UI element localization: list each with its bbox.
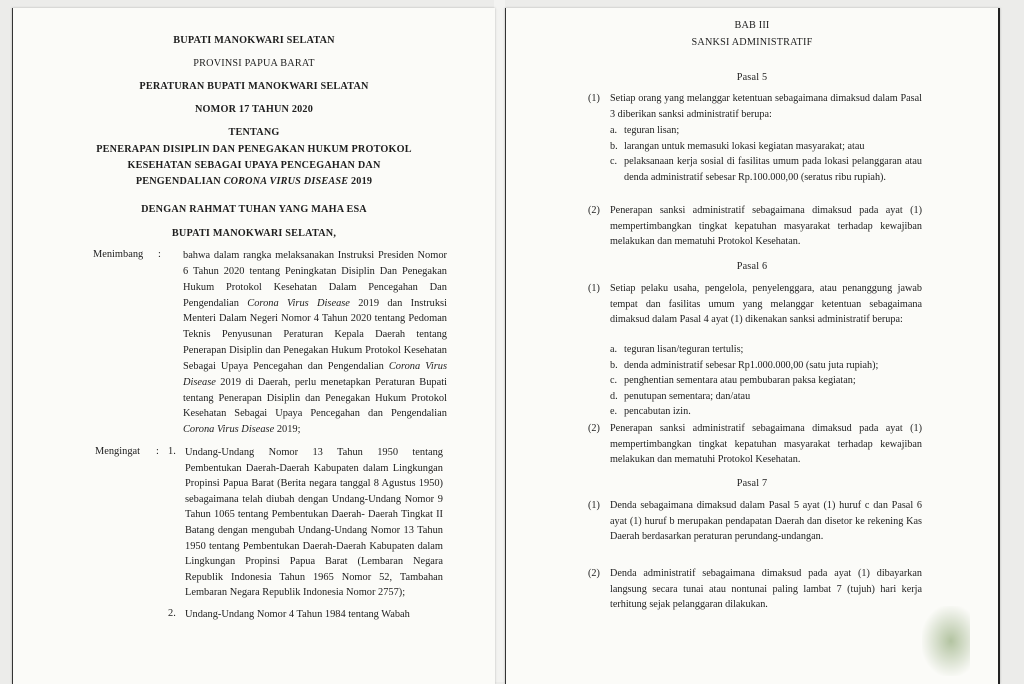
pasal-7-para-2: Denda administratif sebagaimana dimaksud pada ayat (1) dibayarkan langsung secara tunai atau nontunai paling lambat 7 (tujuh) hari kerja terhitung sejak pelanggaran dilakukan. [610, 568, 922, 610]
subject-line-3-a: PENGENDALIAN [135, 176, 224, 187]
list-text: denda administratif sebesar Rp1.000.000,00 (satu juta rupiah); [624, 359, 879, 371]
list-item [610, 358, 922, 374]
chapter-title: SANKSI ADMINISTRATIF [691, 37, 813, 48]
remembering-label: Mengingat [95, 446, 141, 457]
pasal-7-title: Pasal 7 [736, 478, 768, 489]
list-marker: a. [610, 125, 618, 136]
pasal-5-para-2-number: (2) [588, 205, 600, 216]
province: PROVINSI PAPUA BARAT [193, 58, 315, 69]
list-marker: a. [610, 344, 618, 355]
pasal-6-para-1: Setiap pelaku usaha, pengelola, penyelenggara, atau penanggung jawab tempat dan fasilitas umum yang melanggar ketentuan sebagaimana dimaksud dalam Pasal 4 ayat (1) dikenakan sanksi administratif berupa: [610, 283, 922, 325]
regent-heading: BUPATI MANOKWARI SELATAN, [171, 228, 337, 239]
considering-text-4: 2019; [274, 424, 301, 436]
considering-italic-2: Corona Virus Disease [183, 360, 447, 388]
pasal-7-para-2-number: (2) [588, 568, 600, 579]
list-text: penghentian sementara atau pembubaran paksa kegiatan; [624, 375, 856, 386]
blessing: DENGAN RAHMAT TUHAN YANG MAHA ESA [141, 204, 367, 215]
scan-smudge [922, 606, 970, 676]
list-item [610, 389, 922, 405]
considering-colon: : [158, 249, 161, 260]
list-text: teguran lisan; [624, 125, 680, 136]
pasal-6-para-2-number: (2) [588, 423, 600, 434]
considering-italic-3: Corona Virus Disease [183, 424, 275, 436]
about-label: TENTANG [228, 127, 280, 138]
page-gap [494, 0, 505, 682]
pasal-5-para-1-number: (1) [588, 93, 600, 104]
pasal-6-title: Pasal 6 [736, 261, 768, 272]
list-text: larangan untuk memasuki lokasi kegiatan masyarakat; atau [624, 140, 865, 152]
subject-line-3-c: 2019 [348, 176, 373, 187]
right-page [505, 8, 1000, 684]
remembering-item-2-number: 2. [168, 608, 176, 619]
list-item [610, 404, 922, 420]
list-marker: d. [610, 390, 618, 402]
considering-italic-1: Corona Virus Disease [247, 297, 350, 309]
pasal-5-list [610, 123, 922, 185]
subject-line-1: PENERAPAN DISIPLIN DAN PENEGAKAN HUKUM PROTOKOL [96, 144, 412, 155]
list-item [610, 123, 922, 139]
list-marker: c. [610, 156, 618, 167]
left-page [12, 8, 495, 684]
list-marker: e. [610, 406, 618, 417]
considering-text [183, 248, 447, 438]
pasal-5-title: Pasal 5 [736, 72, 768, 83]
list-item [610, 373, 922, 389]
list-text: pelaksanaan kerja sosial di fasilitas umum pada lokasi pelanggaran atau denda administratif sebesar Rp.100.000,00 (seratus ribu rupiah). [624, 156, 922, 183]
subject-line-3-italic: CORONA VIRUS DISEASE [223, 176, 349, 187]
list-marker: b. [610, 359, 618, 371]
list-marker: c. [610, 375, 618, 386]
remembering-item-1: Undang-Undang Nomor 13 Tahun 1950 tentang Pembentukan Daerah-Daerah Kabupaten dalam Lingkungan Propinsi Papua Barat (Berita negara tanggal 8 Agustus 1950) sebagaimana telah diubah dengan Undang-Undang Nomor 9 Tahun 1065 tentang Pembentukan Daerah- Daerah Tingkat II Batang dengan mengubah Undang-Undang Nomor 13 Tahun 1950 tentang Pembentukan Daerah-Daerah Kabupaten dalam Lingkungan Propinsi Papua Barat (Lembaran Negara Republik Indonesia Tahun 1965 Nomor 52, Tambahan Lembaran Negara Republik Indonesia Nomor 2757); [185, 447, 443, 599]
pasal-6-list [610, 342, 922, 420]
considering-text-1: bahwa dalam rangka melaksanakan Instruksi Presiden Nomor 6 Tahun 2020 tentang Peningkatan Disiplin Dan Penegakan Hukum Protokol Kesehatan Dalam Pencegahan Dan Pengendalian [183, 250, 447, 309]
list-text: penutupan sementara; dan/atau [624, 390, 751, 402]
pasal-5-para-2: Penerapan sanksi administratif sebagaimana dimaksud pada ayat (1) mempertimbangkan tingkat kepatuhan masyarakat terhadap kewajiban melakukan dan mematuhi Protokol Kesehatan. [610, 205, 922, 247]
pasal-7-para-1-number: (1) [588, 500, 600, 511]
list-text: teguran lisan/teguran tertulis; [624, 344, 744, 355]
pasal-5-para-1: Setiap orang yang melanggar ketentuan sebagaimana dimaksud dalam Pasal 3 diberikan sanksi administratif berupa: [610, 93, 922, 120]
remembering-colon: : [156, 446, 159, 457]
pasal-6-para-2: Penerapan sanksi administratif sebagaimana dimaksud pada ayat (1) mempertimbangkan tingkat kepatuhan masyarakat terhadap kewajiban melakukan dan mematuhi Protokol Kesehatan. [610, 423, 922, 465]
list-item [610, 342, 922, 358]
chapter-number: BAB III [734, 20, 770, 31]
list-item [610, 154, 922, 185]
regent-title: BUPATI MANOKWARI SELATAN [173, 35, 335, 46]
considering-text-2: 2019 dan Instruksi Menteri Dalam Negeri Nomor 4 Tahun 2020 tentang Pedoman Teknis Penyusunan Peraturan Kepala Daerah tentang Penerapan Disiplin dan Penegakan Hukum Protokol Kesehatan Sebagai Upaya Pencegahan dan Pengendalian [183, 297, 447, 372]
pasal-6-para-1-number: (1) [588, 283, 600, 294]
considering-text-3: 2019 di Daerah, perlu menetapkan Peraturan Bupati tentang Penerapan Disiplin dan Penegakan Hukum Protokol Kesehatan Sebagai Upaya Pencegahan dan Pengendalian [183, 376, 447, 420]
subject-line-2: KESEHATAN SEBAGAI UPAYA PENCEGAHAN DAN [127, 160, 381, 171]
list-item [610, 139, 922, 155]
subject-line-3 [13, 176, 495, 187]
regulation-title: PERATURAN BUPATI MANOKWARI SELATAN [139, 81, 369, 92]
remembering-item-1-number: 1. [168, 446, 176, 457]
remembering-item-2: Undang-Undang Nomor 4 Tahun 1984 tentang Wabah [185, 609, 410, 620]
list-text: pencabutan izin. [624, 406, 691, 417]
considering-label: Menimbang [93, 249, 144, 260]
list-marker: b. [610, 140, 618, 152]
pasal-7-para-1: Denda sebagaimana dimaksud dalam Pasal 5 ayat (1) huruf c dan Pasal 6 ayat (1) huruf b merupakan pendapatan Daerah dan disetor ke rekening Kas Daerah berdasarkan peraturan perundang-undangan. [610, 500, 922, 542]
regulation-number: NOMOR 17 TAHUN 2020 [194, 104, 314, 115]
